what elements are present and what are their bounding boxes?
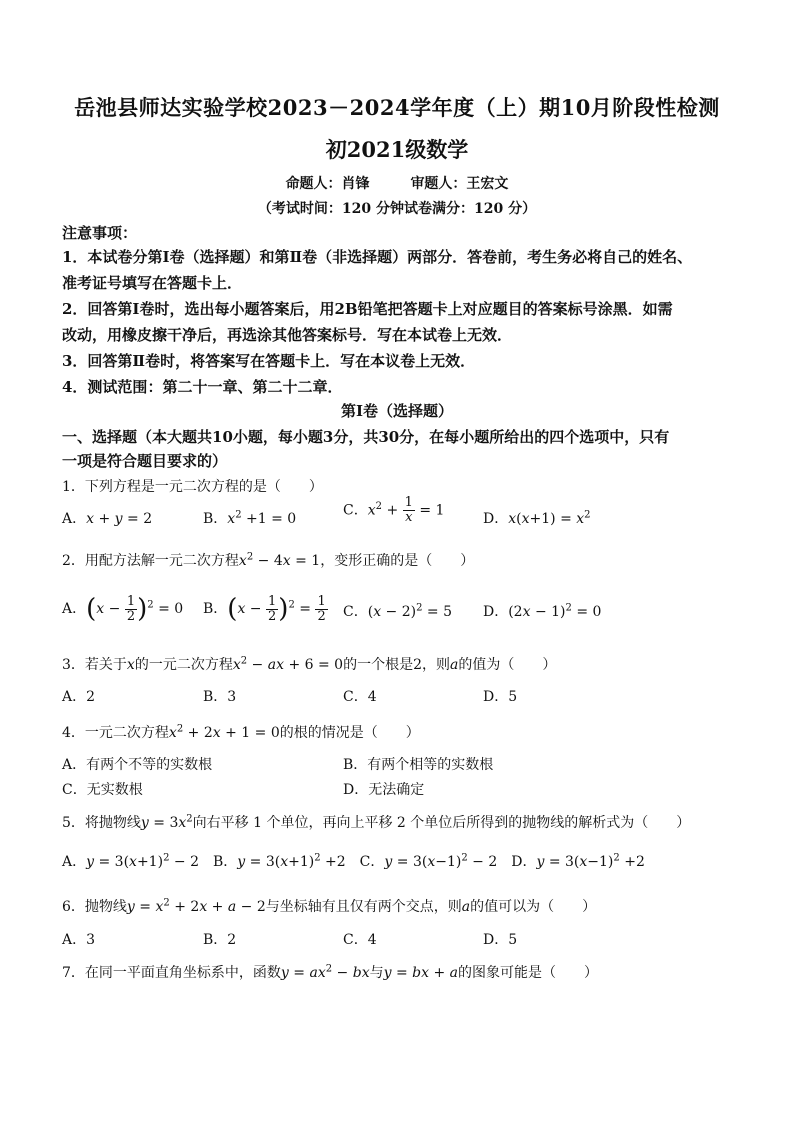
q5-options: A．$y = 3(x+1)^2 - 2$ B．$y = 3(x+1)^2 +2$ C．$y = 3(x-1)^2 - 2$ D．$y = 3(x-1)^2 +2$ (62, 852, 645, 870)
q6-option-c: C．4 (343, 932, 377, 948)
question-5: 5．将抛物线$y = 3x^2$向右平移 1 个单位，再向上平移 2 个单位后所得到的抛物线的解析式为（ ） (62, 813, 691, 831)
note-2a: 2．回答第Ⅰ卷时，选出每小题答案后，用2B铅笔把答题卡上对应题目的答案标号涂黑．如需 (62, 300, 673, 318)
q7-text-b: 与 (369, 965, 384, 981)
q2-option-a: A．(x − $\frac{1}{2}$ )$^2$ = 0 (62, 593, 184, 624)
q4-option-c: C．无实数根 (62, 782, 143, 798)
notes-heading: 注意事项： (62, 224, 138, 242)
q1-option-b: B．$x^2 +1 = 0$ (203, 509, 297, 527)
q3-option-d: D．5 (483, 689, 518, 705)
note-2b: 改动，用橡皮擦干净后，再选涂其他答案标号．写在本试卷上无效． (62, 326, 513, 344)
q3-option-a: A．2 (62, 689, 96, 705)
author-label: 命题人：肖锋 (285, 176, 370, 192)
note-3: 3．回答第Ⅱ卷时，将答案写在答题卡上．写在本议卷上无效． (62, 352, 476, 370)
q1-option-c: C．$x^2$ + $\frac{1}{x}$ = 1 (343, 495, 445, 525)
q6-text-b: 与坐标轴有且仅有两个交点，则 (265, 899, 462, 915)
q4-option-b: B．有两个相等的实数根 (343, 757, 494, 773)
q4-text-b: 的根的情况是（ ） (279, 725, 420, 741)
q3-option-b: B．3 (203, 689, 237, 705)
volume-heading: 第Ⅰ卷（选择题） (340, 402, 454, 420)
q4-option-a: A．有两个不等的实数根 (62, 757, 213, 773)
q6-option-d: D．5 (483, 932, 518, 948)
question-7: 7．在同一平面直角坐标系中，函数$y = ax^2$ − bx与y = bx + a的图象可能是（ ） (62, 963, 599, 981)
q4-text-a: 4．一元二次方程 (62, 725, 169, 741)
q1-c-label: C． (343, 502, 368, 519)
q6-text-a: 6．抛物线 (62, 899, 127, 915)
question-1: 1．下列方程是一元二次方程的是（ ） (62, 479, 323, 495)
q6-option-a: A．3 (62, 932, 96, 948)
q3-text-b: 的一元二次方程 (134, 657, 233, 673)
q7-text-a: 7．在同一平面直角坐标系中，函数 (62, 965, 281, 981)
q2-option-d: D．$(2x - 1)^2 = 0$ (483, 602, 602, 620)
note-4: 4．测试范围：第二十一章、第二十二章． (62, 378, 343, 396)
q2-text-b: ，变形正确的是（ ） (320, 553, 475, 569)
question-2: 2．用配方法解一元二次方程$x^2 - 4x = 1$，变形正确的是（ ） (62, 551, 475, 569)
section-heading-a: 一、选择题（本大题共10小题，每小题3分，共30分，在每小题所给出的四个选项中，只有 (62, 428, 670, 446)
question-6: 6．抛物线$y = x^2 + 2x + a - 2$与坐标轴有且仅有两个交点，则a的值可以为（ ） (62, 897, 597, 915)
q1-option-a: A．x + y = 2 (62, 511, 153, 527)
q3-text-c: 的一个根是2，则 (343, 657, 450, 673)
note-1b: 准考证号填写在答题卡上． (62, 274, 243, 292)
exam-info: （考试时间：120 分钟试卷满分：120 分） (257, 201, 537, 217)
q6-option-b: B．2 (203, 932, 237, 948)
q1-a-label: A． (62, 511, 87, 527)
q5-text-b: 向右平移 1 个单位，再向上平移 2 个单位后所得到的抛物线的解析式为（ ） (192, 815, 691, 831)
q2-option-c: C．$(x - 2)^2 = 5$ (343, 602, 453, 620)
reviewer-label: 审题人：王宏文 (410, 176, 509, 192)
question-4: 4．一元二次方程$x^2 + 2x + 1 = 0$的根的情况是（ ） (62, 723, 420, 741)
q3-text-d: 的值为（ ） (458, 657, 557, 673)
question-3: 3．若关于x的一元二次方程$x^2$ − ax + 6 = 0的一个根是2，则a的值为（ ） (62, 655, 557, 673)
note-1a: 1．本试卷分第Ⅰ卷（选择题）和第Ⅱ卷（非选择题）两部分．答卷前，考生务必将自己的姓名、 (62, 248, 693, 266)
q6-text-c: 的值可以为（ ） (470, 899, 597, 915)
q2-option-b: B．(x − $\frac{1}{2}$ )$^2$ = $\frac{1}{2}$ (203, 593, 326, 624)
q1-option-d: D．$x(x+1) = x^2$ (483, 509, 591, 527)
q1-d-label: D． (483, 511, 509, 527)
q5-text-a: 5．将抛物线 (62, 815, 141, 831)
section-heading-b: 一项是符合题目要求的） (62, 452, 228, 470)
q4-option-d: D．无法确定 (343, 782, 425, 798)
q1-b-label: B． (203, 511, 228, 527)
q3-text-a: 3．若关于 (62, 657, 127, 673)
q2-text-a: 2．用配方法解一元二次方程 (62, 553, 239, 569)
exam-authors (0, 173, 794, 193)
exam-title: 岳池县师达实验学校2023－2024学年度（上）期10月阶段性检测 (74, 95, 720, 120)
q3-option-c: C．4 (343, 689, 377, 705)
exam-subtitle: 初2021级数学 (325, 137, 469, 162)
q7-text-c: 的图象可能是（ ） (458, 965, 599, 981)
